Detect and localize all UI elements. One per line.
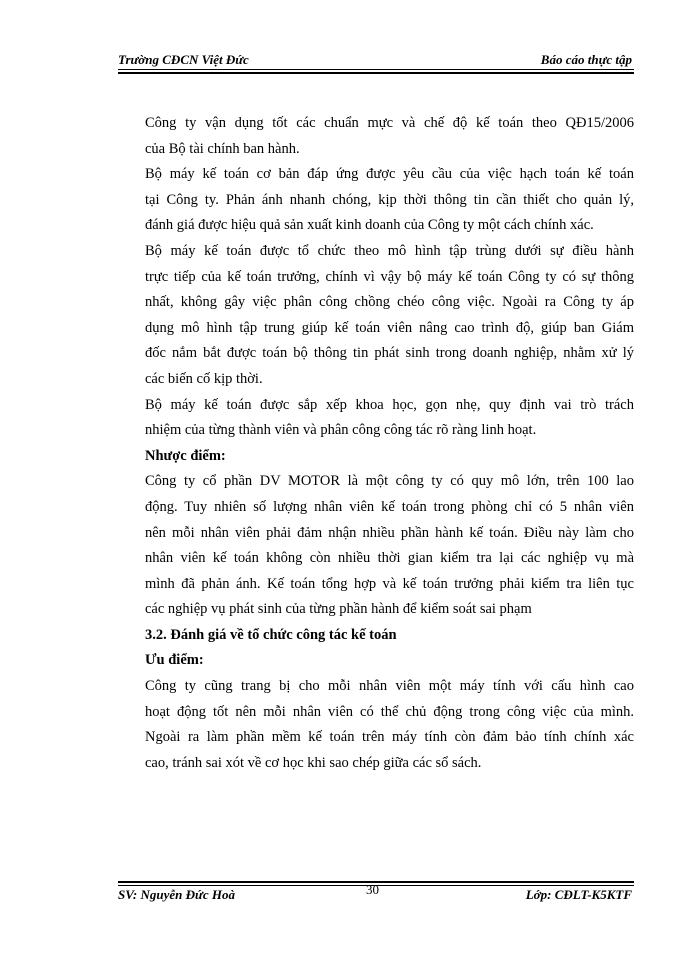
body-paragraph bbox=[118, 239, 634, 393]
header-report-title: Báo cáo thực tập bbox=[540, 52, 632, 67]
text-line: cao, tránh sai xót về cơ học khi sao chép giữa các sổ sách. bbox=[145, 754, 482, 771]
text-line: động. Tuy nhiên số lượng nhân viên kế toán trong phòng chỉ có 5 nhân viên bbox=[145, 498, 634, 515]
text-line: tại Công ty. Phản ánh nhanh chóng, kịp thời thông tin cần thiết cho quản lý, bbox=[145, 191, 634, 208]
text-line: hoạt động tốt nên mỗi nhân viên có thể chủ động trong công việc của mình. bbox=[145, 703, 634, 720]
text-line: Bộ máy kế toán cơ bản đáp ứng được yêu cầu của việc hạch toán kế toán bbox=[145, 166, 634, 183]
text-line: Công ty cũng trang bị cho mỗi nhân viên một máy tính với cấu hình cao bbox=[145, 678, 634, 695]
body-paragraph bbox=[118, 674, 634, 776]
text-line: Công ty cổ phần DV MOTOR là một công ty có quy mô lớn, trên 100 lao bbox=[145, 473, 634, 490]
text-line: của Bộ tài chính ban hành. bbox=[145, 140, 300, 157]
body-paragraph bbox=[118, 111, 634, 162]
text-line: nên mỗi nhân viên phải đảm nhận nhiều phần hành kế toán. Điều này làm cho bbox=[145, 524, 634, 541]
text-line: nhất, không gây việc phân công chồng chéo công việc. Ngoài ra Công ty áp bbox=[145, 294, 634, 311]
text-line: Ngoài ra làm phần mềm kế toán trên máy tính còn đảm bảo tính chính xác bbox=[145, 729, 634, 746]
footer-class-code: Lớp: CĐLT-K5KTF bbox=[525, 887, 632, 902]
text-line: các biến cố kịp thời. bbox=[145, 370, 263, 387]
text-line: nhân viên kế toán không còn nhiều thời gian kiểm tra lại các nghiệp vụ mà bbox=[145, 550, 634, 567]
section-heading: Ưu điểm: bbox=[145, 652, 204, 669]
text-line: trực tiếp của kế toán trưởng, chính vì vậy bộ máy kế toán Công ty có sự thông bbox=[145, 268, 634, 285]
text-line: Bộ máy kế toán được tổ chức theo mô hình tập trùng dưới sự điều hành bbox=[145, 242, 634, 259]
text-line: đốc nắm bắt được toán bộ thông tin phát sinh trong doanh nghiệp, nhằm xử lý bbox=[145, 345, 634, 362]
text-line: đánh giá được hiệu quả sản xuất kinh doanh của Công ty một cách chính xác. bbox=[145, 217, 594, 234]
footer-student-name: SV: Nguyễn Đức Hoà bbox=[118, 887, 235, 902]
text-line: các nghiệp vụ phát sinh của từng phần hành để kiểm soát sai phạm bbox=[145, 601, 532, 618]
header-school-name: Trường CĐCN Việt Đức bbox=[118, 52, 249, 67]
page-header bbox=[118, 50, 634, 72]
text-line: dụng mô hình tập trung giúp kế toán viên nâng cao trình độ, giúp ban Giám bbox=[145, 319, 634, 336]
section-heading: Nhược điểm: bbox=[145, 447, 226, 464]
text-line: Bộ máy kế toán được sắp xếp khoa học, gọn nhẹ, quy định vai trò trách bbox=[145, 396, 634, 413]
page-number: 30 bbox=[366, 882, 379, 897]
page-footer bbox=[118, 881, 634, 901]
header-rule-thick bbox=[118, 72, 634, 74]
header-rule bbox=[118, 69, 634, 70]
body-paragraph bbox=[118, 162, 634, 239]
text-line: Công ty vận dụng tốt các chuẩn mực và chế độ kế toán theo QĐ15/2006 bbox=[145, 115, 634, 131]
body-paragraph bbox=[118, 393, 634, 444]
text-line: nhiệm của từng thành viên và phân công công tác rõ ràng linh hoạt. bbox=[145, 422, 537, 439]
text-line: mình đã phản ánh. Kế toán tổng hợp và kế toán trưởng phải kiểm tra liên tục bbox=[145, 575, 634, 592]
body-paragraph bbox=[118, 469, 634, 623]
section-heading: 3.2. Đánh giá về tổ chức công tác kế toán bbox=[145, 626, 397, 643]
document-body bbox=[118, 111, 634, 776]
